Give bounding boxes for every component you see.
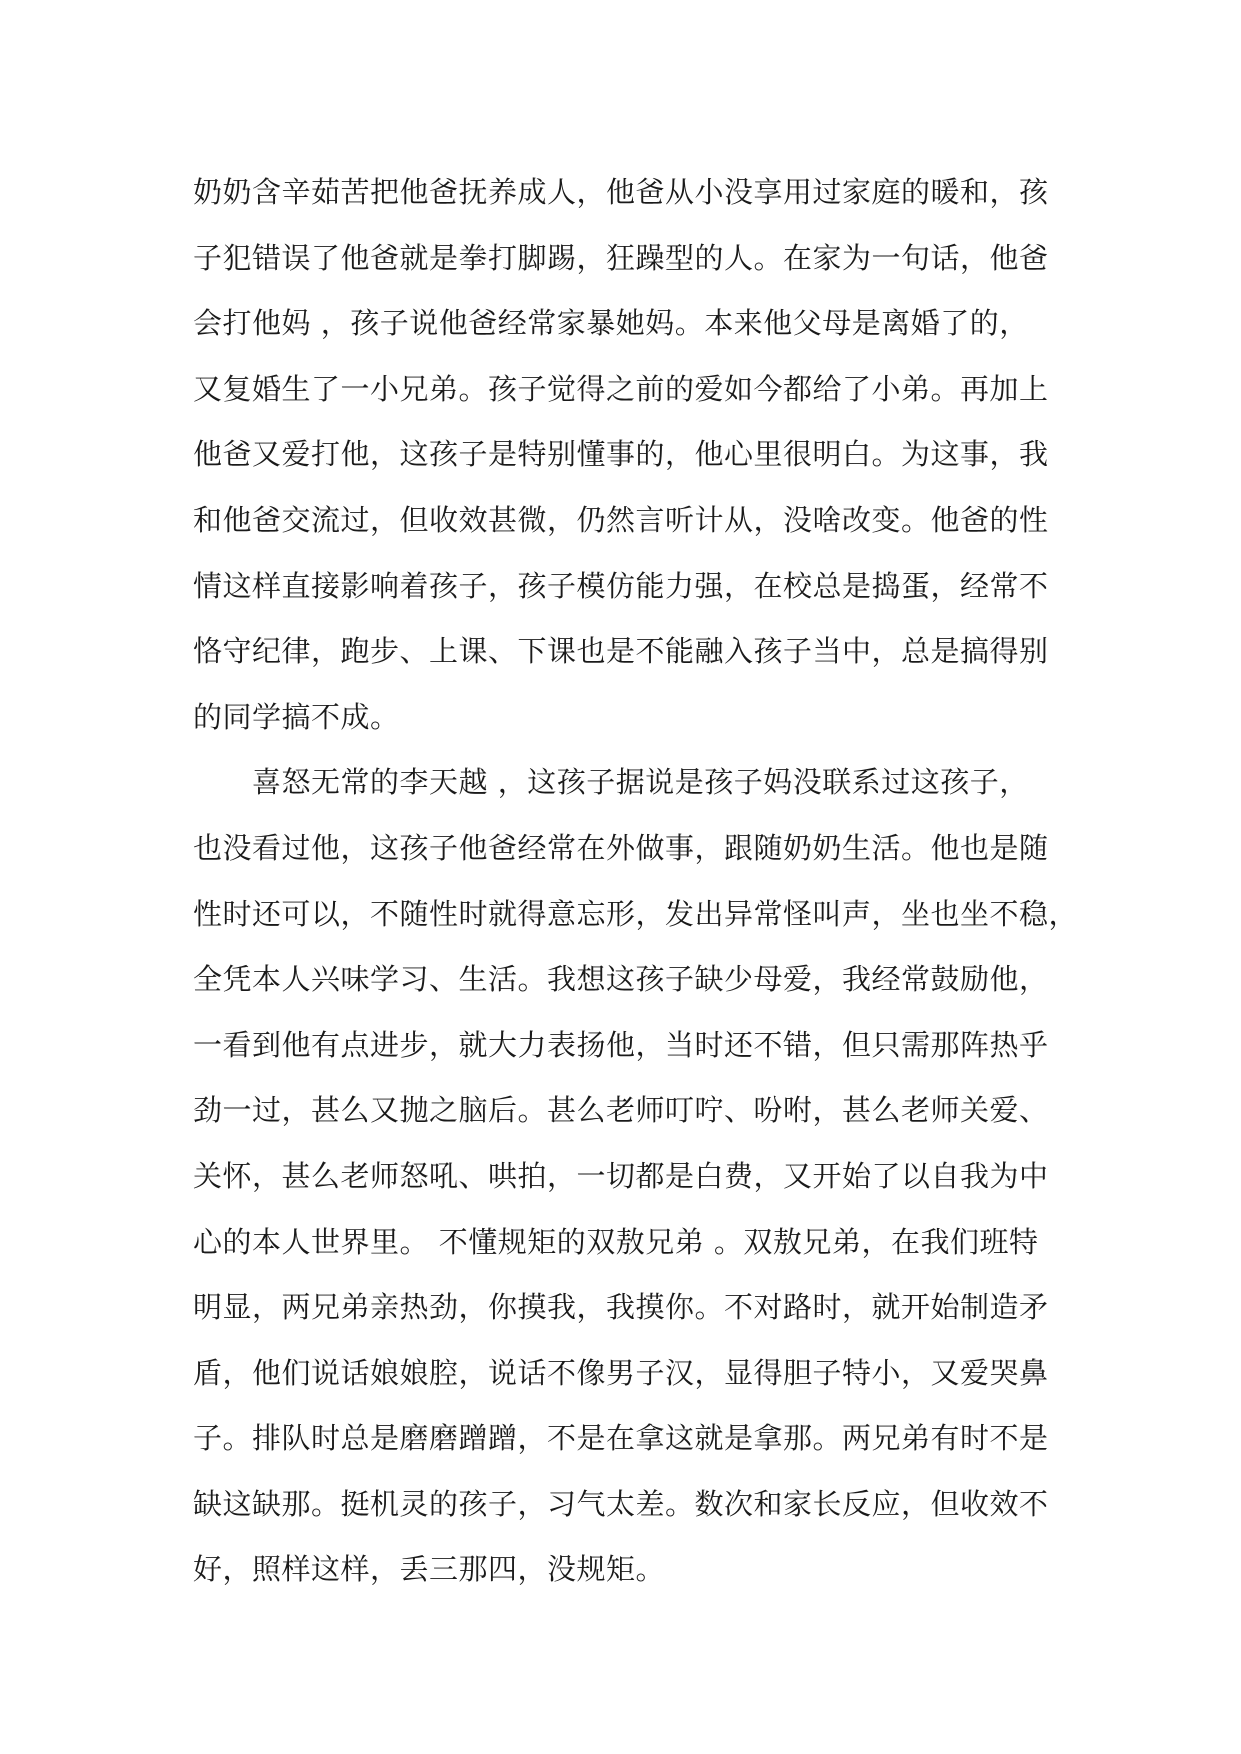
text-line: 奶奶含辛茹苦把他爸抚养成人，他爸从小没享用过家庭的暖和，孩 (193, 175, 1049, 209)
text-line: 一看到他有点进步，就大力表扬他，当时还不错，但只需那阵热乎 (193, 1027, 1049, 1062)
text-line: 缺这缺那。挺机灵的孩子，习气太差。数次和家长反应，但收效不 (193, 1486, 1049, 1521)
text-line: 盾，他们说话娘娘腔，说话不像男子汉，显得胆子特小，又爱哭鼻 (193, 1355, 1049, 1390)
body-text (193, 160, 1079, 1603)
text-line: 明显，两兄弟亲热劲，你摸我，我摸你。不对路时，就开始制造矛 (193, 1290, 1049, 1325)
text-line: 他爸又爱打他，这孩子是特别懂事的，他心里很明白。为这事，我 (193, 437, 1049, 472)
text-line: 会打他妈 ，孩子说他爸经常家暴她妈。本来他父母是离婚了的， (193, 306, 1029, 341)
text-line: 恪守纪律，跑步、上课、下课也是不能融入孩子当中，总是搞得别 (193, 634, 1049, 669)
text-line: 也没看过他，这孩子他爸经常在外做事，跟随奶奶生活。他也是随 (193, 830, 1049, 865)
text-line: 子。排队时总是磨磨蹭蹭，不是在拿这就是拿那。两兄弟有时不是 (193, 1421, 1049, 1456)
text-line: 又复婚生了一小兄弟。孩子觉得之前的爱如今都给了小弟。再加上 (193, 371, 1049, 406)
text-line: 全凭本人兴味学习、生活。我想这孩子缺少母爱，我经常鼓励他， (193, 962, 1049, 997)
text-line: 的同学搞不成。 (193, 699, 400, 734)
text-line: 关怀，甚么老师怒吼、哄拍，一切都是白费，又开始了以自我为中 (193, 1158, 1049, 1193)
text-line: 子犯错误了他爸就是拳打脚踢，狂躁型的人。在家为一句话，他爸 (193, 240, 1049, 275)
text-line: 心的本人世界里。 不懂规矩的双敖兄弟 。双敖兄弟，在我们班特 (193, 1224, 1039, 1259)
text-line: 喜怒无常的李天越 ，这孩子据说是孩子妈没联系过这孩子， (193, 765, 1029, 800)
text-line: 情这样直接影响着孩子，孩子模仿能力强，在校总是捣蛋，经常不 (193, 568, 1049, 603)
text-line: 劲一过，甚么又抛之脑后。甚么老师叮咛、吩咐，甚么老师关爱、 (193, 1093, 1049, 1128)
text-line: 性时还可以，不随性时就得意忘形，发出异常怪叫声，坐也坐不稳， (193, 896, 1079, 931)
text-line: 好，照样这样，丢三那四，没规矩。 (193, 1552, 666, 1587)
text-line: 和他爸交流过，但收效甚微，仍然言听计从，没啥改变。他爸的性 (193, 502, 1049, 537)
